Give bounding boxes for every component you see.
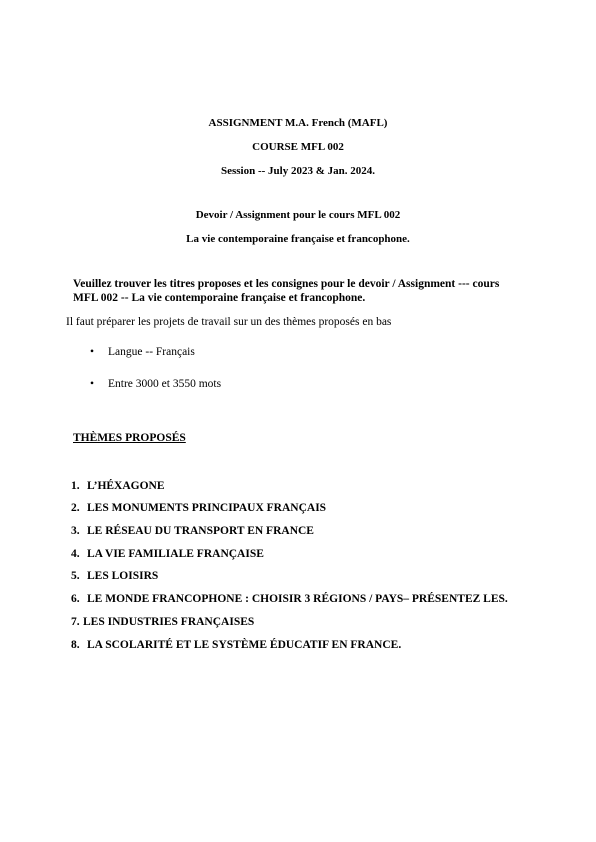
theme-number: 3. (71, 525, 80, 537)
list-item (90, 346, 195, 358)
header-title: ASSIGNMENT M.A. French (MAFL) (208, 117, 388, 129)
theme-number: 8. (71, 639, 80, 651)
theme-text: LA VIE FAMILIALE FRANÇAISE (87, 548, 264, 560)
theme-text: LES LOISIRS (87, 570, 159, 582)
theme-item (71, 525, 314, 537)
theme-item (71, 548, 264, 560)
theme-number: 4. (71, 548, 80, 560)
theme-item (71, 616, 254, 628)
bullet-marker: • (90, 378, 95, 390)
theme-text: L’HÉXAGONE (87, 480, 165, 492)
intro-line-2: MFL 002 -- La vie contemporaine française et francophone. (73, 292, 366, 304)
theme-text: LE MONDE FRANCOPHONE : CHOISIR 3 RÉGIONS / PAYS– PRÉSENTEZ LES. (87, 593, 508, 605)
header-course: COURSE MFL 002 (252, 141, 344, 153)
intro-line-1: Veuillez trouver les titres proposes et les consignes pour le devoir / Assignment --- cours (73, 278, 500, 290)
instruction-text: Il faut préparer les projets de travail sur un des thèmes proposés en bas (66, 316, 392, 328)
theme-number: 5. (71, 570, 80, 582)
list-item (90, 378, 221, 390)
bullet-text: Langue -- Français (108, 346, 195, 358)
intro-paragraph (73, 277, 543, 305)
subheader-assignment: Devoir / Assignment pour le cours MFL 002 (195, 209, 401, 221)
theme-text: LES MONUMENTS PRINCIPAUX FRANÇAIS (87, 502, 327, 514)
theme-item (71, 480, 165, 492)
theme-text: LA SCOLARITÉ ET LE SYSTÈME ÉDUCATIF EN FRANCE. (87, 639, 402, 651)
theme-number: 2. (71, 502, 80, 514)
subheader-course-title: La vie contemporaine française et francophone. (186, 233, 410, 245)
theme-number: 1. (71, 480, 80, 492)
theme-text: LES INDUSTRIES FRANÇAISES (83, 616, 255, 628)
bullet-text: Entre 3000 et 3550 mots (108, 378, 222, 390)
themes-heading: THÈMES PROPOSÉS (73, 432, 186, 444)
theme-number: 6. (71, 593, 80, 605)
bullet-marker: • (90, 346, 95, 358)
theme-item (71, 593, 508, 605)
theme-text: LE RÉSEAU DU TRANSPORT EN FRANCE (87, 525, 314, 537)
theme-number: 7. (71, 616, 80, 628)
header-session: Session -- July 2023 & Jan. 2024. (220, 165, 376, 177)
theme-item (71, 570, 158, 582)
theme-item (71, 502, 326, 514)
theme-item (71, 639, 401, 651)
